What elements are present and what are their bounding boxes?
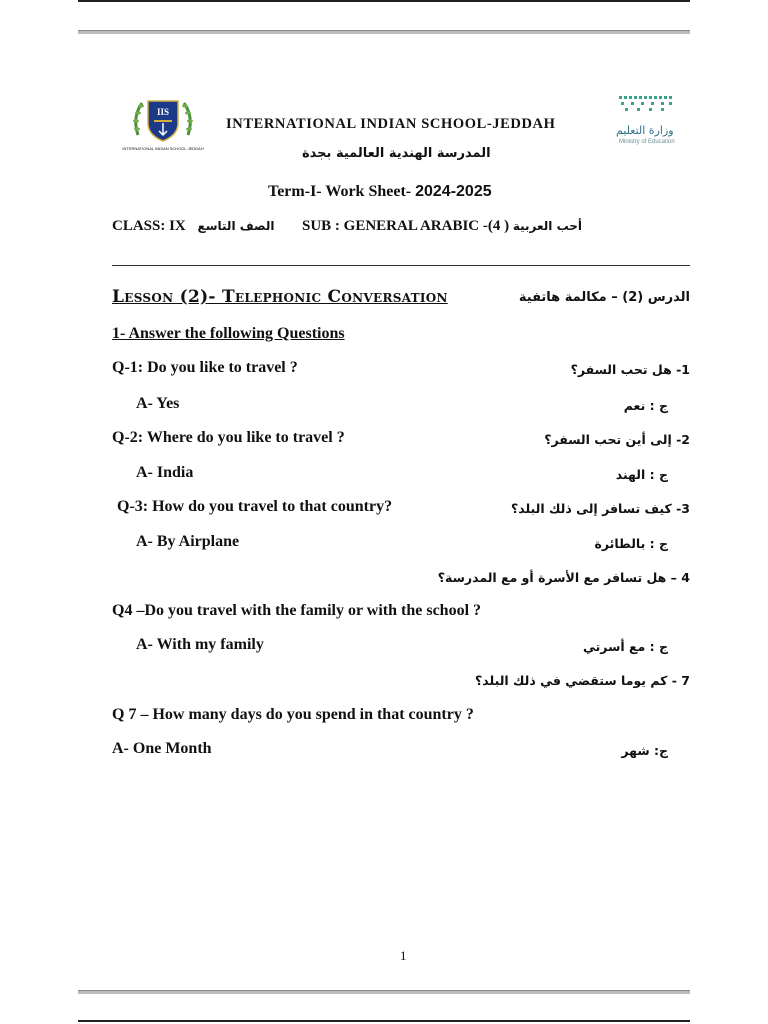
- school-name-ar: المدرسة الهندية العالمية بجدة: [302, 146, 491, 161]
- subject-line: [302, 218, 582, 235]
- school-logo-caption: INTERNATIONAL INDIAN SCHOOL JEDDAH: [122, 146, 204, 151]
- school-name-en: INTERNATIONAL INDIAN SCHOOL-JEDDAH: [226, 116, 556, 132]
- question-7: Q 7 – How many days do you spend in that country ?: [112, 706, 474, 723]
- lesson-title: Lesson (2)- Telephonic Conversation: [112, 287, 448, 307]
- top-border: [78, 30, 690, 34]
- worksheet-title: [268, 183, 492, 201]
- question-2: Q-2: Where do you like to travel ?: [112, 429, 345, 446]
- answer-4-ar: ج : مع أسرتي: [582, 639, 668, 654]
- question-1: Q-1: Do you like to travel ?: [112, 359, 298, 376]
- top-border-dark: [78, 0, 690, 2]
- answer-1-ar: ج : نعم: [623, 398, 668, 413]
- ministry-name-en: Ministry of Education: [619, 139, 675, 145]
- question-1-ar: 1- هل تحب السفر؟: [570, 362, 690, 377]
- question-3: Q-3: How do you travel to that country?: [117, 498, 393, 515]
- answer-2-ar: ج : الهند: [615, 467, 668, 482]
- class-line: [112, 218, 274, 235]
- answer-7-ar: ج: شهر: [621, 743, 668, 758]
- header-divider: [112, 265, 690, 266]
- ministry-name-ar: وزارة التعليم: [616, 124, 674, 137]
- subject-label: SUB : GENERAL ARABIC -(4 ): [302, 218, 510, 234]
- question-4: Q4 –Do you travel with the family or with the school ?: [112, 602, 482, 619]
- class-label: CLASS: IX: [112, 218, 186, 234]
- question-2-ar: 2- إلى أين تحب السفر؟: [544, 432, 690, 447]
- answer-3: A- By Airplane: [136, 533, 240, 550]
- lesson-title-ar: الدرس (2) – مكالمة هاتفية: [518, 290, 690, 305]
- answer-4: A- With my family: [136, 636, 264, 653]
- worksheet-year: 2024-2025: [415, 183, 492, 200]
- bottom-border: [78, 990, 690, 994]
- question-4-ar: 4 – هل تسافر مع الأسرة أو مع المدرسة؟: [437, 570, 690, 585]
- worksheet-title-label: Term-I- Work Sheet-: [268, 183, 416, 200]
- school-logo-text: IIS: [156, 107, 170, 117]
- question-7-ar: 7 - كم يوما ستقضي في ذلك البلد؟: [475, 673, 690, 688]
- section-heading: 1- Answer the following Questions: [112, 325, 345, 342]
- question-3-ar: 3- كيف تسافر إلى ذلك البلد؟: [510, 501, 690, 516]
- answer-3-ar: ج : بالطائرة: [594, 536, 668, 551]
- answer-1: A- Yes: [136, 395, 180, 412]
- bottom-border-dark: [78, 1020, 690, 1022]
- school-logo: [122, 95, 204, 155]
- class-label-ar: الصف التاسع: [197, 219, 275, 233]
- answer-7: A- One Month: [112, 740, 212, 757]
- page-number: 1: [400, 948, 407, 963]
- subject-label-ar: أحب العربية: [512, 219, 583, 233]
- answer-2: A- India: [136, 464, 194, 481]
